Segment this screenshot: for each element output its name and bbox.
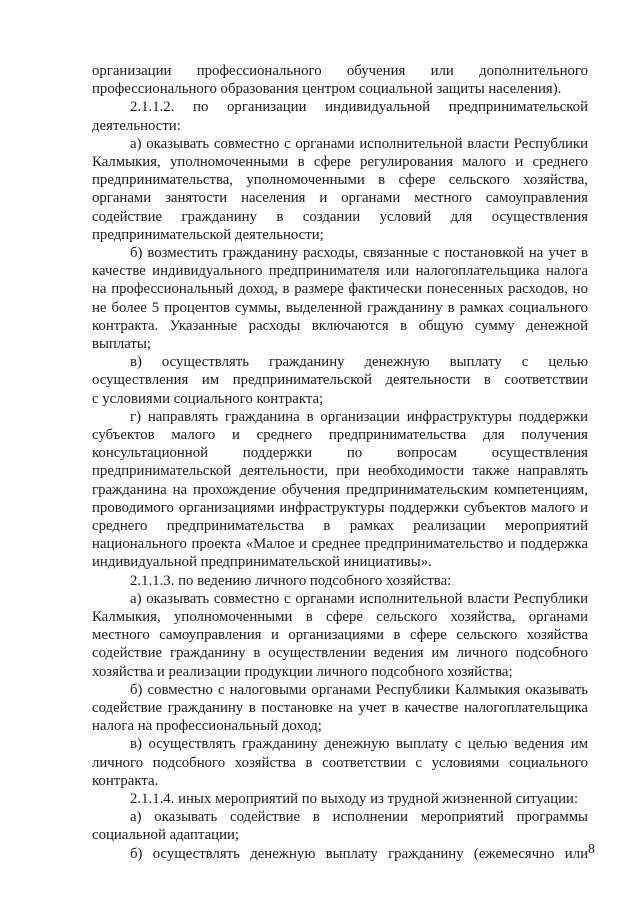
- text-line: деятельности:: [92, 117, 181, 134]
- text-line: Калмыкия, уполномоченными в сфере сельского хозяйства, органами: [92, 609, 588, 625]
- text-line: а) оказывать совместно с органами исполнительной власти Республики: [130, 135, 588, 152]
- text-line: с условиями социального контракта;: [92, 390, 324, 407]
- text-line: предпринимательской деятельности, при необходимости также направлять: [92, 463, 588, 480]
- text-line: контракта. Указанные расходы включаются в общую сумму денежной: [92, 317, 588, 334]
- text-line: субъектов малого и среднего предпринимательства для получения: [92, 427, 588, 443]
- text-line: качестве индивидуального предпринимателя или налогоплательщика налога: [92, 263, 588, 280]
- text-line: содействие гражданину в создании условий для осуществления: [92, 208, 588, 225]
- text-line: личного подсобного хозяйства в соответствии с условиями социального: [92, 754, 588, 771]
- text-line: осуществления им предпринимательской деятельности в соответствии: [92, 372, 588, 389]
- text-line: консультационной поддержки по вопросам осуществления: [92, 445, 588, 462]
- text-line: а) оказывать содействие в исполнении мероприятий программы: [130, 809, 588, 826]
- text-line: налога на профессиональный доход;: [92, 718, 322, 735]
- text-line: Калмыкия, уполномоченными в сфере регулирования малого и среднего: [92, 154, 588, 170]
- text-line: содействие гражданину в осуществлении ведения им личного подсобного: [92, 645, 588, 662]
- text-line: среднего предпринимательства в рамках реализации мероприятий: [92, 518, 588, 534]
- text-line: органами занятости населения и органами местного самоуправления: [92, 190, 588, 207]
- text-line: б) возместить гражданину расходы, связанные с постановкой на учет в: [130, 245, 588, 261]
- text-line: гражданина на прохождение обучения предпринимательским компетенциям,: [92, 481, 588, 498]
- text-line: организации профессионального обучения или дополнительного: [92, 63, 588, 79]
- text-line: контракта.: [92, 772, 159, 789]
- text-line: на профессиональный доход, в размере фактически понесенных расходов, но: [92, 281, 588, 298]
- text-line: а) оказывать совместно с органами исполнительной власти Республики: [130, 590, 588, 607]
- text-line: в) осуществлять гражданину денежную выплату с целью: [130, 354, 588, 371]
- text-line: индивидуальной предпринимательской инициативы».: [92, 554, 432, 571]
- text-line: 2.1.1.4. иных мероприятий по выходу из трудной жизненной ситуации:: [130, 791, 579, 807]
- text-line: содействие гражданину в постановке на учет в качестве налогоплательщика: [92, 700, 588, 716]
- text-line: предпринимательства, уполномоченными в сфере сельского хозяйства,: [92, 172, 588, 189]
- text-line: местного самоуправления и организациями в сфере сельского хозяйства: [92, 627, 588, 644]
- text-line: профессионального образования центром социальной защиты населения).: [92, 81, 562, 98]
- text-line: г) направлять гражданина в организации инфраструктуры поддержки: [130, 408, 588, 425]
- text-line: хозяйства и реализации продукции личного подсобного хозяйства;: [92, 663, 513, 680]
- text-line: проводимого организациями инфраструктуры поддержки субъектов малого и: [92, 499, 588, 516]
- text-line: предпринимательской деятельности;: [92, 226, 324, 243]
- text-line: выплаты;: [92, 336, 151, 352]
- text-line: 2.1.1.2. по организации индивидуальной предпринимательской: [130, 99, 588, 116]
- page-number: 8: [588, 842, 595, 857]
- text-line: не более 5 процентов суммы, выделенной гражданину в рамках социального: [92, 299, 588, 316]
- text-line: социальной адаптации;: [92, 827, 240, 844]
- text-line: 2.1.1.3. по ведению личного подсобного хозяйства:: [130, 572, 452, 589]
- text-line: б) совместно с налоговыми органами Республики Калмыкия оказывать: [130, 681, 588, 698]
- text-line: б) осуществлять денежную выплату гражданину (ежемесячно или: [130, 845, 588, 862]
- text-line: национального проекта «Малое и среднее предпринимательство и поддержка: [92, 536, 588, 553]
- text-line: в) осуществлять гражданину денежную выплату с целью ведения им: [130, 736, 588, 753]
